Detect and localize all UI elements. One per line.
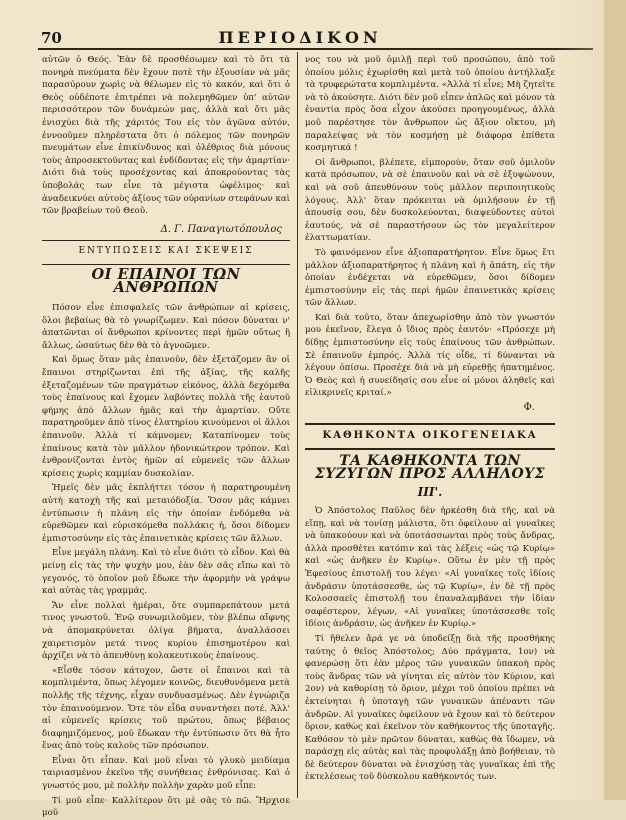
article-paragraph: Πόσον εἶνε ἐπισφαλεῖς τῶν ἀνθρώπων αἱ κρίσεις, ὅλοι βεβαίως θὰ τὸ γνωρίζωμεν. Καὶ πόσον δύναται ν' ἀπατῶνται οἱ ἄνθρωποι κρίνοντες περὶ ἡμῶν οὕτως ἢ ἄλλως, ὡσαύτως δὲν θὰ τὸ ἀγνοῶμεν. xyxy=(42,303,290,351)
article-paragraph: «Εἶσθε τόσον κάτοχον, ὥστε οἱ ἔπαινοι καὶ τὰ κομπλιμέντα, ὅπως λέγομεν κοινῶς, διευθυνόμενα μετὰ πολλῆς τῆς τέχνης, εἶχαν συνδυασμένως. Δὲν ἐγνώριζα τὸν ἐπαινούμενον. Ὅτε τὸν εἶδα συναντήσει ποτέ. Ἀλλ' αἱ εὐμενεῖς κρίσεις τοῦ πρώτου, ὅπως βέβαιος διαφημιζόμενος, μοῦ ἔδωκαν τὴν ἐντύπωσιν ὅτι θὰ ἦτο ἕνας ἀπὸ τοὺς καλοὺς τῶν πρόσωπον. xyxy=(42,665,290,752)
article-paragraph: Ἡμεῖς δὲν μᾶς ἐκπλήττει τόσον ἡ παρατηρουμένη αὐτὴ κατοχὴ τῆς καὶ μεταιόδοξία. Ὅσον μᾶς κάμνει ἐντύπωσιν ἡ πλάνη εἰς τὴν ὁποίαν ἐνδόμεθα νὰ εὑρεθῶμεν καὶ εὑρισκόμεθα πολλάκις ἡ, ὅσοι δίδομεν ἐμπιστοσύνην εἰς τὰς ἐπαινετικὰς κρίσεις τῶν ἄλλων. xyxy=(42,483,290,544)
right-column xyxy=(305,54,555,796)
left-column xyxy=(42,54,290,819)
column-separator xyxy=(297,52,298,798)
right-intro-paragraph: Τὸ φαινόμενον εἶνε ἀξιοπαρατήρητον. Εἶνε ὅμως ἔτι μᾶλλον ἀξιοπαρατήρητος ἡ πλάνη καὶ ἡ ἀπάτη, εἰς τὴν ὁποίαν ἐνδέχεται νὰ εὑρεθῶμεν, ὅσοι δίδομεν ἐμπιστοσύνην εἰς τὰς περὶ ἡμῶν ἐπαινετικὰς κρίσεις τῶν ἄλλων. xyxy=(305,247,555,309)
article-paragraph: Εἶνε μεγάλη πλάνη. Καὶ τὸ εἶνε διότι τὸ εἶδον. Καὶ θὰ μείνῃ εἰς τὰς τὴν ψυχὴν μου, ἐὰν δὲν σᾶς εἴπω καὶ τὸ γεγονός, τὸ ὁποῖον μοῦ ἔδωκε τὴν ἀφορμὴν νὰ γράψω καὶ αὐτὰς τὰς γραμμάς. xyxy=(42,548,290,597)
divider xyxy=(42,240,290,241)
page-number: 70 xyxy=(41,29,62,47)
part-number: ΙΙΙ'. xyxy=(417,485,443,500)
article-title: ΟΙ ΕΠΑΙΝΟΙ ΤΩΝ ΑΝΘΡΩΠΩΝ xyxy=(91,265,241,296)
article-paragraph: Τί ἤθελεν ἄρά γε νὰ ὑποδείξῃ διὰ τῆς προσθήκης ταύτης ὁ θεῖος Ἀπόστολος; Δύο πράγματα, 1ον) νὰ φανερώσῃ ὅτι ἐὰν μέρος τῶν γυναικῶν ὑπακοὴ πρὸς τοὺς ἄνδρας τῶν νὰ γίνηται εἰς αὐτὸν τὸν Κύριον, καὶ 2ον) νὰ καθορίσῃ τὸ ὅριον, μέχρι τοῦ ὁποίου πρέπει νὰ ἐκτείνηται ἡ ὑποταγὴ τῶν γυναικῶν ἀπέναντι τῶν ἀνδρῶν. Αἱ γυναῖκες ὀφείλουν νὰ ἔχουν καὶ τὸ δεύτερον ὅριον, καθὼς καὶ ἐκεῖνον τὸν καθήκοντος τῆς ὑποταγῆς. Καθόσον τὸ μὲν πρῶτον δύναται, καθὼς θὰ ἴδωμεν, νὰ παράσχῃ εἰς αὐτὰς καὶ τὰς προφυλάξῃ ἀπὸ βοήθειαν, τὸ δὲ δεύτερον δύναται νὰ ἐνισχύσῃ τὰς γυναῖκας ἐπὶ τῆς ἐκτελέσεως τοῦ δύσκολου καθήκοντός των. xyxy=(305,633,555,783)
article-title: ΤΑ ΚΑΘΗΚΟΝΤΑ ΤΩΝ ΣΥΖΥΓΩΝ ΠΡΟΣ ΑΛΛΗΛΟΥΣ xyxy=(314,453,546,482)
author-signature: Δ. Γ. Παναγιωτόπουλος xyxy=(160,223,282,235)
header-rule xyxy=(38,48,593,50)
right-intro-paragraph: Οἱ ἄνθρωποι, βλέπετε, εἰμπορούν, ὅταν σοῦ ὁμιλοῦν κατὰ πρόσωπον, νὰ σὲ ἐπαινοῦν καὶ νὰ σὲ ἐξυψώνουν, καὶ νὰ σοῦ ἀπευθύνουν τοὺς μᾶλλον περιποιητικοὺς λόγους. Ἀλλ' ὅταν πρόκειται νὰ ὁμιλήσουν ἐν τῇ ἀπουσίᾳ σου, δὲν δυσκολεύονται, διαψεύδοντες αὐτοὶ ἑαυτούς, νὰ σὲ παραστήσουν ὡς τὸν μεγαλείτερον ἐλαττωματίαν. xyxy=(305,157,555,244)
left-intro-paragraph: αὐτῶν ὁ Θεός. Ἐὰν δὲ προσθέσωμεν καὶ τὸ ὅτι τὰ πονηρὰ πνεύματα δὲν ἔχουν ποτὲ τὴν ἐξουσίαν νὰ μᾶς παρασύρουν χωρὶς νὰ θέλωμεν εἰς τὸ κακόν, καὶ ὅτι ὁ Θεὸς οὐδέποτε ἐπιτρέπει νὰ πολεμηθῶμεν ὑπ' αὐτῶν περισσότερον τῶν δυνάμεών μας, ἀλλὰ καὶ ὅτι μᾶς ἐνισχύει διὰ τῆς χάριτός Του εἰς τὸν ἀγῶνα αὐτόν, ἐννοοῦμεν πληρέστατα ὅτι ὁ πόλεμος τῶν πονηρῶν πνευμάτων εἶνε ἐπικίνδυνος καὶ ὀλέθριος διὰ μόνους τοὺς ἀπροσεκτοῦντας καὶ ἐνδίδοντας εἰς τὴν ἁμαρτίαν· Διότι διὰ τοὺς προσέχοντας καὶ ἀποκρούοντας τὰς ὑποβολάς των εἶνε τὰ μέγιστα ὠφέλιμος· καὶ ἀναδεικνύει αὐτοὺς ἀξίους τῶν οὐρανίων στεφάνων καὶ τῶν βραβείων τοῦ Θεοῦ. xyxy=(42,55,290,217)
divider xyxy=(305,448,555,450)
right-intro-paragraph: Καὶ διὰ τοῦτο, ὅταν ἀπεχωρίσθην ἀπὸ τὸν γνωστόν μου ἐκεῖνον, ἔλεγα ὁ ἴδιος πρὸς ἑαυτόν· «Πρόσεχε μὴ δίδῃς ἐμπιστοσύνην εἰς τοὺς ἐπαίνους τῶν ἀνθρώπων. Σὲ ἐπαινοῦν ἐμπρός. Ἀλλὰ τίς οἶδε, τί δύνανται νὰ λέγουν ὀπίσω. Προσέχε διὰ νὰ μὴ εὑρεθῇς ἠπατημένος. Ὁ Θεὸς καὶ ἡ συνείδησίς σου εἶνε οἱ μόνοι ἀληθεῖς καὶ εἰλικρινεῖς κριταί.» xyxy=(305,312,555,399)
signature: Φ. xyxy=(523,402,535,414)
article-paragraph: Εἶναι ὅτι εἶπαν. Καὶ μοῦ εἶναι τὸ γλυκὸ μειδίαμα ταιριασμένον ἐκεῖνο τῆς συνήθειας ἐνθρόνισας. Καὶ ὁ γνωστός μου, μὲ πολλὴν πολλὴν χαρὰν μοῦ εἶπε: xyxy=(42,755,290,792)
article-paragraph: Καὶ ὅμως ὅταν μᾶς ἐπαινοῦν, δὲν ἐξετάζομεν ἂν οἱ ἔπαινοι στηρίζωνται ἐπὶ τῆς ἀξίας, τῆς καλῆς ἐξεταζομένων τῶν πραγμάτων εἰκόνος, ἀλλὰ δεχόμεθα τοὺς ἐπαίνους καὶ ἔχομεν λαβόντες πολλὰ τῆς ἑαυτοῦ φήμης ἀπὸ ἄλλων ἡμᾶς καὶ τὴν ἁμαρτίαν. Οὕτε παρατηροῦμεν ἀπὸ τίνος ἐλατηρίου κινούμενοι οἱ ἄλλοι ἐπαινοῦν. Ἀλλὰ τί κάμνομεν; Καταπίνομεν τοὺς ἐπαίνους κατὰ τὸν μᾶλλον ἡδονικώτερον τρόπον. Καὶ ἐνθρονίζονται ἐντὸς ἡμῶν αἱ εὐμενεῖς τῶν ἄλλων κρίσεις χωρὶς καμμίαν δυσκολίαν. xyxy=(42,355,290,479)
article-paragraph: Τί μοῦ εἶπε· Καλλίτερον ὅτι μὲ σᾶς τὸ πῶ. Ἤρχισε μοῦ xyxy=(42,795,290,819)
section-subtitle: ΕΝΤΥΠΩΣΕΙΣ ΚΑΙ ΣΚΕΨΕΙΣ xyxy=(78,246,254,257)
divider xyxy=(305,423,555,425)
article-paragraph: Ἄν εἶνε πολλαὶ ἡμέραι, ὅτε συμπαρεπάτουν μετά τινος γνωστοῦ. Ἐνῷ συνωμιλοῦμεν, τὸν βλέπω αἴφνης νὰ ἀπομακρύνεται ὀλίγα βήματα, ἀναλλάσσει χαιρετισμὸν μετά τινος κυρίου ἐπισημοτέρου καὶ ἀρχίζει νὰ τὸ ἀπευθύνῃ κολακευτικοὺς ἐπαίνους. xyxy=(42,600,290,662)
right-intro-paragraph: νος του νὰ μοῦ ὁμιλῇ περὶ τοῦ προσώπου, ἀπὸ τοῦ ὁποίου μόλις ἐχωρίσθη καὶ μετὰ τοῦ ὁποίου ἀντήλλαξε τὰ τρυφερώτατα κομπλιμέντα. «Ἀλλὰ τί εἶνε; Μὴ ζητεῖτε νὰ τὸ ἀκούσητε. Διότι δὲν μοῦ εἶπεν ἁπλῶς καὶ μόνον τὰ ἐναντία πρὸς ὅσα εἶχον ἀκούσει προηγουμένως, ἀλλὰ μοῦ παρέστησε τὸν ἄνθρωπον ὡς ἄξιον οἴκτου, μὴ παραλείψας νὰ τὸν κοσμήσῃ μὲ διάφορα ἐπίθετα κοσμητικά ! xyxy=(305,55,556,154)
article-paragraph: Ὁ Ἀπόστολος Παῦλος δὲν ἠρκέσθη διὰ τῆς, καὶ νὰ εἴπῃ, καὶ νὰ τονίσῃ μάλιστα, ὅτι ὀφείλουν αἱ γυναῖκες νὰ ὑπακούουν καὶ νὰ ὑποτάσσωνται πρὸς τοὺς ἄνδρας, ἀλλὰ προσθέτει κατόπιν καὶ τὰς λέξεις «ὡς τῷ Κυρίῳ» καὶ «ὡς ἀνῆκεν ἐν Κυρίῳ». Οὕτω ἐν μὲν τῇ πρὸς Ἐφεσίους ἐπιστολῇ του λέγει· «Αἱ γυναῖκες τοῖς ἰδίοις ἀνδράσιν ὑποτάσσεσθε, ὡς τῷ Κυρίῳ», ἐν δὲ τῇ πρὸς Κολοσσαεῖς ἐπιστολῇ του ἐπαναλαμβάνει τὴν ἰδίαν σαφέστερον, λέγων, «Αἱ γυναῖκες ὑποτάσσεσθε τοῖς ἰδίοις ἀνδράσιν, ὡς ἀνῆκεν ἐν Κυρίῳ.» xyxy=(305,506,555,630)
divider xyxy=(42,264,290,265)
page-edge xyxy=(604,0,626,800)
running-title: ΠΕΡΙΟΔΙΚΟΝ xyxy=(218,28,382,47)
section-label: ΚΑΘΗΚΟΝΤΑ ΟΙΚΟΓΕΝΕΙΑΚΑ xyxy=(322,429,538,441)
